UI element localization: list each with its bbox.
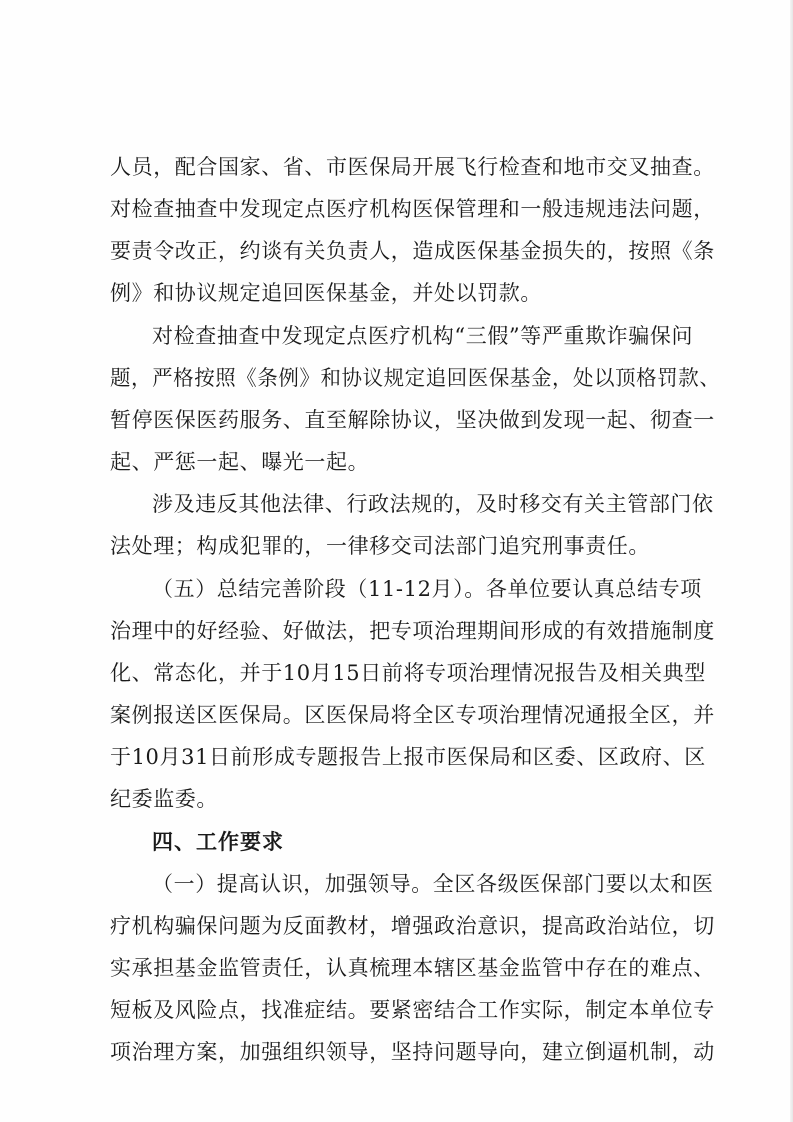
text-line: 化、常态化，并于10月15日前将专项治理情况报告及相关典型 [110,661,706,685]
text-line: 人员，配合国家、省、市医保局开展飞行检查和地市交叉抽查。 [110,155,715,179]
text-line: 暂停医保医药服务、直至解除协议，坚决做到发现一起、彻查一 [110,408,715,432]
text-line: 治理中的好经验、好做法，把专项治理期间形成的有效措施制度 [110,619,715,643]
text-line: （一）提高认识，加强领导。全区各级医保部门要以太和医 [152,872,714,896]
text-line: 起、严惩一起、曝光一起。 [110,450,370,474]
section-heading: 四、工作要求 [152,830,284,854]
text-line: 要责令改正，约谈有关负责人，造成医保基金损失的，按照《条 [110,239,715,263]
text-line: 短板及风险点，找准症结。要紧密结合工作实际，制定本单位专 [110,998,715,1022]
text-line: 项治理方案，加强组织领导，坚持问题导向，建立倒逼机制，动 [110,1040,715,1064]
text-line: 对检查抽查中发现定点医疗机构“三假”等严重欺诈骗保问 [152,324,694,348]
text-line: （五）总结完善阶段（11-12月）。各单位要认真总结专项 [152,577,702,601]
text-line: 疗机构骗保问题为反面教材，增强政治意识，提高政治站位，切 [110,914,715,938]
text-line: 题，严格按照《条例》和协议规定追回医保基金，处以顶格罚款、 [110,366,721,390]
text-line: 纪委监委。 [110,787,218,811]
text-line: 于10月31日前形成专题报告上报市医保局和区委、区政府、区 [110,745,706,769]
text-line: 案例报送区医保局。区医保局将全区专项治理情况通报全区，并 [110,703,715,727]
text-line: 例》和协议规定追回医保基金，并处以罚款。 [110,281,542,305]
text-line: 对检查抽查中发现定点医疗机构医保管理和一般违规违法问题， [110,197,715,221]
text-line: 涉及违反其他法律、行政法规的，及时移交有关主管部门依 [152,492,714,516]
text-line: 实承担基金监管责任，认真梳理本辖区基金监管中存在的难点、 [110,956,715,980]
text-line: 法处理；构成犯罪的，一律移交司法部门追究刑事责任。 [110,534,650,558]
